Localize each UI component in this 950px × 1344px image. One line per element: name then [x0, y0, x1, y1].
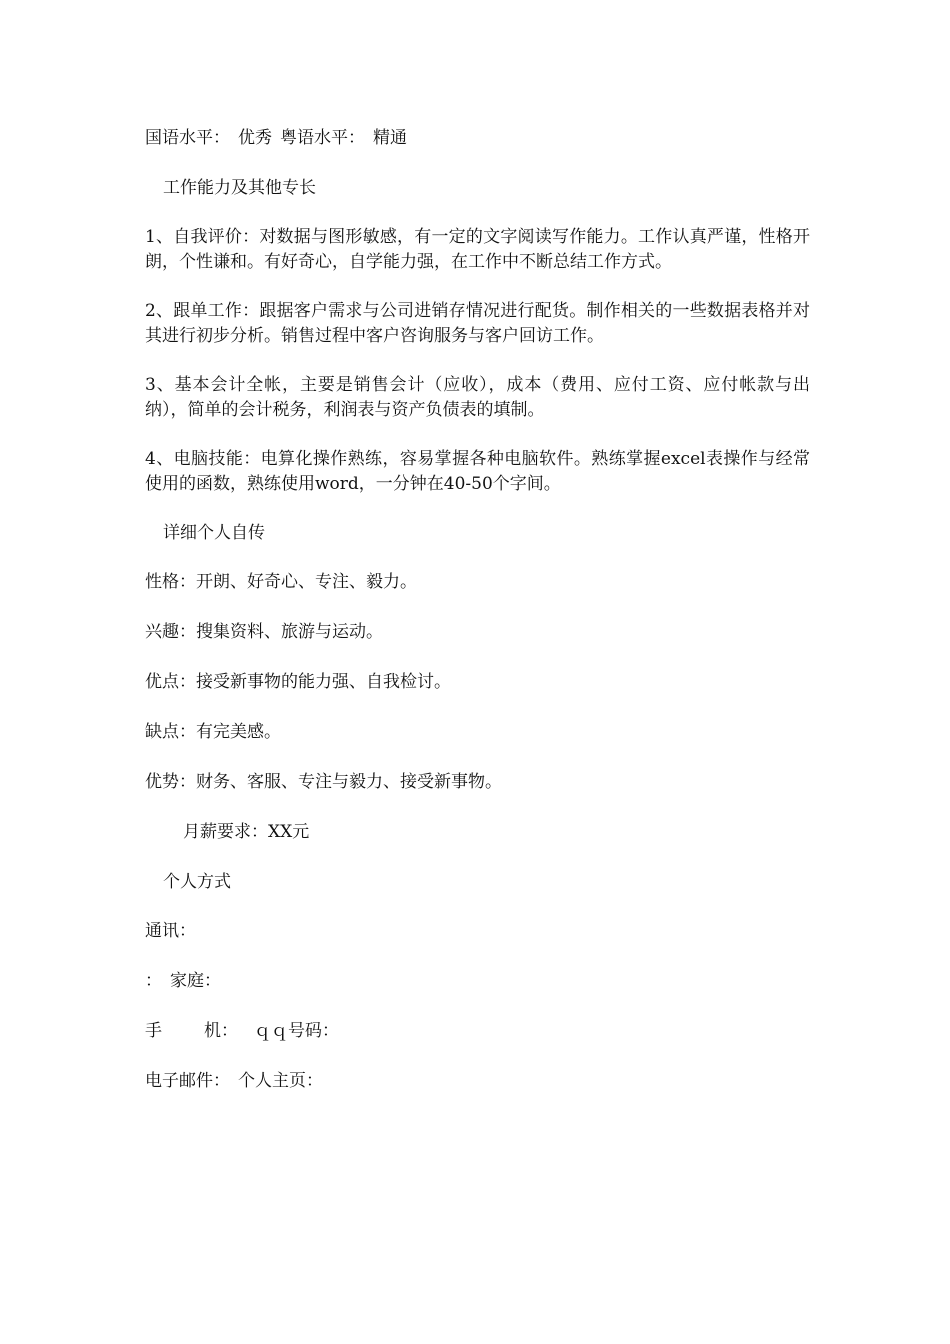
skill-item-3: 3、基本会计全帐，主要是销售会计（应收），成本（费用、应付工资、应付帐款与出纳），简单的会计税务，利润表与资产负债表的填制。: [145, 375, 810, 420]
skills-heading: 工作能力及其他专长: [163, 178, 316, 198]
cantonese-label: 粤语水平：: [280, 128, 365, 148]
skill-item-1: 1、自我评价：对数据与图形敏感，有一定的文字阅读写作能力。工作认真严谨，性格开朗，个性谦和。有好奇心，自学能力强，在工作中不断总结工作方式。: [145, 227, 810, 272]
mobile-label-part-2: 机：: [204, 1021, 238, 1041]
mobile-qq-line: [145, 1019, 810, 1044]
strengths-line: 优点：接受新事物的能力强、自我检讨。: [145, 672, 451, 692]
personality-line: 性格：开朗、好奇心、专注、毅力。: [145, 572, 417, 592]
language-line: [145, 126, 810, 151]
resume-content: [145, 126, 810, 1119]
contact-heading: 个人方式: [163, 872, 231, 892]
skill-item-4: 4、电脑技能：电算化操作熟练，容易掌握各种电脑软件。熟练掌握excel表操作与经常使用的函数，熟练使用word，一分钟在40-50个字间。: [145, 449, 810, 494]
qq-label: ｑｑ号码：: [254, 1021, 339, 1041]
email-homepage-line: [145, 1069, 810, 1094]
mandarin-label: 国语水平：: [145, 128, 230, 148]
mandarin-value: 优秀: [238, 128, 272, 148]
salary-line: 月薪要求：XX元: [183, 822, 310, 842]
mobile-label-part-1: 手: [145, 1021, 162, 1041]
home-line: [145, 969, 810, 994]
email-label: 电子邮件：: [145, 1071, 230, 1091]
home-prefix: ：: [145, 971, 162, 991]
autobiography-heading: 详细个人自传: [163, 523, 265, 543]
skill-item-2: 2、跟单工作：跟据客户需求与公司进销存情况进行配货。制作相关的一些数据表格并对其进行初步分析。销售过程中客户咨询服务与客户回访工作。: [145, 301, 810, 346]
weaknesses-line: 缺点：有完美感。: [145, 722, 281, 742]
interests-line: 兴趣：搜集资料、旅游与运动。: [145, 622, 383, 642]
mail-line: 通讯：: [145, 921, 196, 941]
cantonese-value: 精通: [373, 128, 407, 148]
home-label: 家庭：: [170, 971, 221, 991]
advantages-line: 优势：财务、客服、专注与毅力、接受新事物。: [145, 772, 502, 792]
homepage-label: 个人主页：: [238, 1071, 323, 1091]
